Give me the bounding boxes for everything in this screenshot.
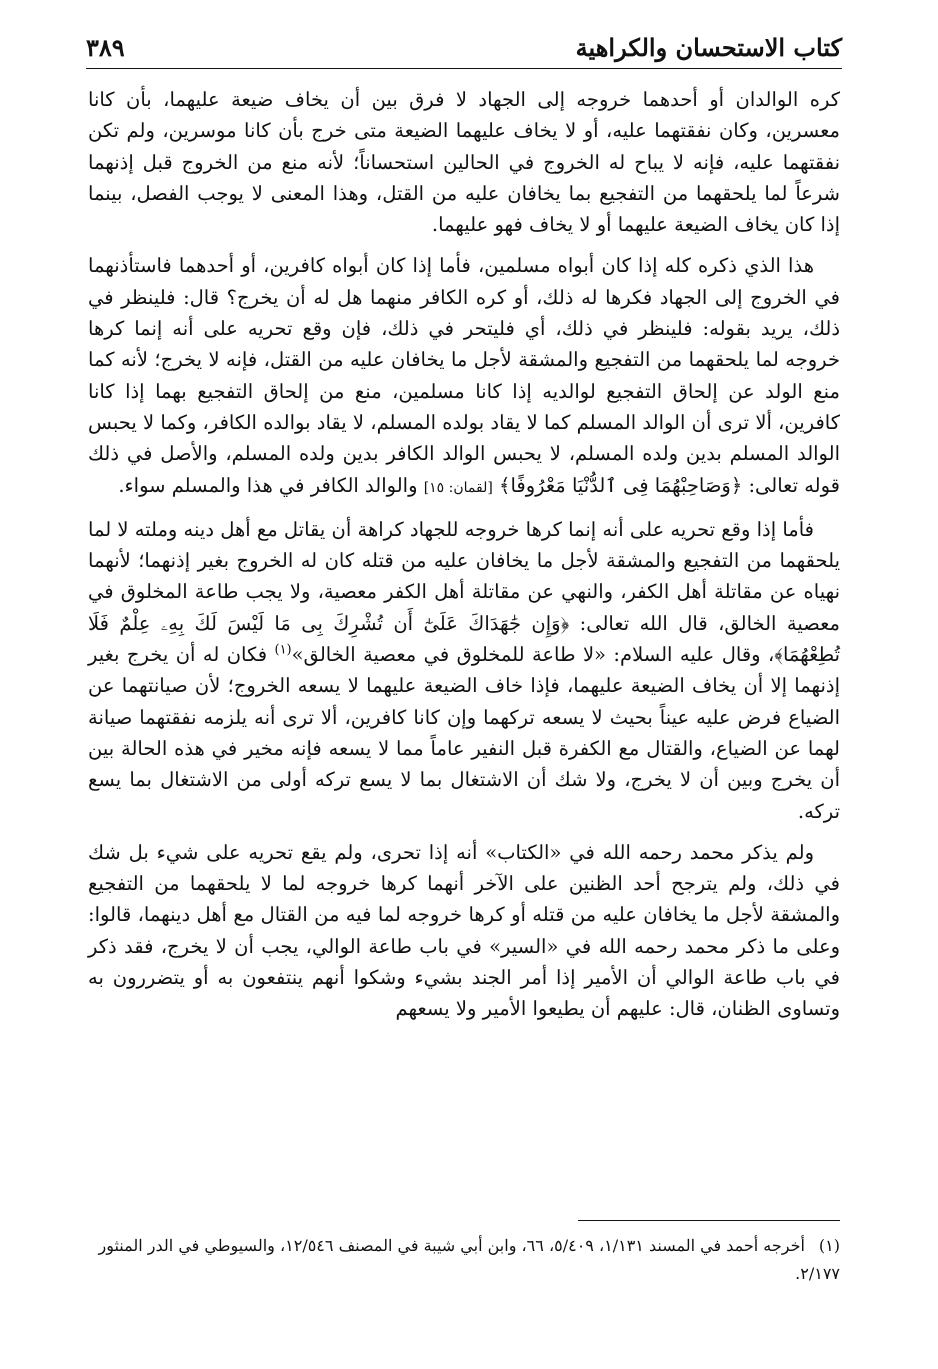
verse-reference: [لقمان: ١٥] bbox=[423, 479, 493, 496]
quran-verse: ﴿وَصَاحِبْهُمَا فِى ٱلدُّنْيَا مَعْرُوفًا﴾ bbox=[499, 473, 743, 497]
footnote bbox=[88, 1232, 840, 1288]
footnotes-section bbox=[88, 1232, 840, 1288]
page-number: ٣٨٩ bbox=[86, 33, 125, 62]
footnote-text: أخرجه أحمد في المسند ١/١٣١، ٥/٤٠٩، ٦٦، وابن أبي شيبة في المصنف ١٢/٥٤٦، والسيوطي في الدر المنثور ٢/١٧٧. bbox=[98, 1236, 840, 1283]
paragraph-text: هذا الذي ذكره كله إذا كان أبواه مسلمين، فأما إذا كان أبواه كافرين، أو أحدهما فاستأذنهما في الخروج إلى الجهاد فكرها له ذلك، أو كره الكافر منهما هل له أن يخرج؟ قال: فلينظر في ذلك، يريد بقوله: فلينظر في ذلك، أي فليتحر في ذلك، فإن وقع تحريه على أنه إنما كرها خروجه لما يلحقهما من التفجيع والمشقة لأجل ما يخافان عليه من القتل، فإنه لا يخرج؛ لأنه كما منع الولد عن إلحاق التفجيع لوالديه إذا كانا مسلمين، منع من إلحاق التفجيع بهما إذا كانا كافرين، ألا ترى أن الوالد المسلم كما لا يقاد بولده المسلم، لا يقاد بوالده الكافر، وكما لا يحبس الوالد المسلم بدين ولده المسلم، لا يحبس الوالد الكافر بدين ولده المسلم، والأصل في ذلك قوله تعالى: bbox=[88, 254, 840, 497]
paragraph-text: ولم يذكر محمد رحمه الله في «الكتاب» أنه إذا تحرى، ولم يقع تحريه على شيء بل شك في ذلك، ولم يترجح أحد الظنين على الآخر أنهما كرها خروجه لما لا يلحقهما من التفجيع والمشقة لأجل ما يخافان عليه من قتله أو كرها خروجه لما فيه من القتال مع أهل دينهما، قالوا: وعلى ما ذكر محمد رحمه الله في «السير» في باب طاعة الوالي، يجب أن لا يخرج، فقد ذكر في باب طاعة الوالي أن الأمير إذا أمر الجند بشيء وشكوا أنهم ينتفعون به أو يتضررون به وتساوى الظنان، قال: عليهم أن يطيعوا الأمير ولا يسعهم bbox=[88, 840, 840, 1021]
footnote-number: (١) bbox=[818, 1236, 840, 1255]
paragraph-text: فأما إذا وقع تحريه على أنه إنما كرها خروجه للجهاد كراهة أن يقاتل مع أهل دينه وملته لا لما يلحقهما من التفجيع والمشقة لأجل ما يخافان عليه من قتله كان له الخروج بغير إذنهما؛ لأنهما نهياه عن مقاتلة أهل الكفر، والنهي عن مقاتلة أهل الكفر معصية، ولا يجب طاعة المخلوق في معصية الخالق، قال الله تعالى: bbox=[88, 517, 840, 635]
paragraph-text: فكان له أن يخرج بغير إذنهما إلا أن يخاف الضيعة عليهما، فإذا خاف الضيعة عليهما لا يسعه الخروج؛ لأن صيانتهما عن الضياع فرض عليه عيناً بحيث لا يسعه تركهما وإن كانا كافرين، ألا ترى أنه يلزمه نفقتهما صيانة لهما عن الضياع، والقتال مع الكفرة قبل النفير عاماً مما لا يسعه فإنه مخير في هذه الحالة بين أن يخرج وبين أن لا يخرج، ولا شك أن الاشتغال بما لا يسع تركه أولى من الاشتغال بما يسع تركه. bbox=[88, 643, 840, 823]
quran-verse: ﴿وَإِن جَٰهَدَاكَ عَلَىٰٓ أَن تُشْرِكَ بِى مَا لَيْسَ لَكَ بِهِۦ عِلْمٌ فَلَا تُطِعْهُمَا﴾ bbox=[88, 611, 841, 667]
paragraph-4 bbox=[88, 837, 840, 1025]
hadith-text: ، وقال عليه السلام: «لا طاعة للمخلوق في معصية الخالق» bbox=[291, 643, 775, 667]
footnote-marker[interactable]: (١) bbox=[274, 642, 292, 658]
paragraph-text: والوالد الكافر في هذا والمسلم سواء. bbox=[118, 473, 424, 497]
main-text bbox=[88, 84, 840, 1035]
paragraph-2 bbox=[88, 250, 840, 503]
paragraph-1 bbox=[88, 84, 840, 240]
paragraph-text: كره الوالدان أو أحدهما خروجه إلى الجهاد لا فرق بين أن يخاف ضيعة عليهما، بأن كانا معسرين، وكان نفقتهما عليه، أو لا يخاف عليهما الضيعة متى خرج بأن كانا موسرين، ولم تكن نفقتهما عليه، فإنه لا يباح له الخروج في الحالين استحساناً؛ لأنه منع من الخروج قبل إذنهما شرعاً لما يلحقهما من التفجيع بما يخافان عليه من القتل، وهذا المعنى لا يوجب الفصل، بينما إذا كان يخاف الضيعة عليهما أو لا يخاف فهو عليهما. bbox=[88, 88, 840, 237]
page-header bbox=[86, 22, 842, 62]
footnote-divider bbox=[578, 1220, 840, 1221]
paragraph-3 bbox=[88, 514, 840, 827]
running-title: كتاب الاستحسان والكراهية bbox=[575, 33, 842, 62]
header-divider bbox=[86, 68, 842, 69]
